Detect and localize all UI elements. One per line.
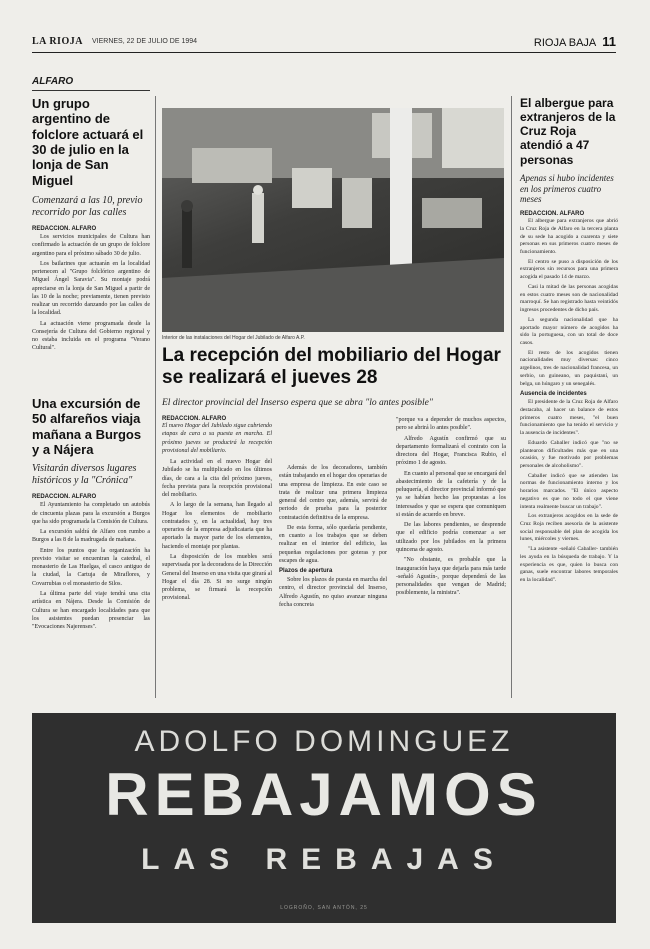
article-body	[279, 464, 387, 565]
paragraph: El centro se puso a disposición de los extranjeros sin recursos para una primera acogida el pasado 14 de marzo.	[520, 258, 618, 281]
left-article-2	[32, 396, 150, 633]
paragraph: El presidente de la Cruz Roja de Alfaro destacaba, al hacer un balance de estos primeros cuatro meses, "el buen funcionamiento que ha tenido el servicio y la ausencia de incidentes".	[520, 399, 618, 437]
paragraph: La disposición de los muebles será supervisada por la decoradora de la Dirección General del Inserso en una visita que girará al Hogar el día 28. Si no surge ningún problema, se firmará la recepción provisional.	[162, 553, 272, 602]
article-title: Un grupo argentino de folclore actuará el 30 de julio en la lonja de San Miguel	[32, 96, 144, 188]
column-rule-left	[155, 96, 156, 698]
city-label: ALFARO	[32, 76, 74, 87]
article-body	[396, 416, 506, 598]
ad-address: LOGROÑO, SAN ANTÓN, 25	[280, 905, 368, 911]
main-article-title: La recepción del mobiliario del Hogar se realizará el jueves 28	[162, 345, 501, 388]
article-lead: El nuevo Hogar del Jubilado sigue cubriendo etapas de cara a su puesta en marcha. El próximo jueves se producirá la recepción provisional del mobiliario.	[162, 423, 272, 454]
right-article	[520, 96, 618, 587]
paragraph: Los bailarines que actuarán en la localidad pertenecen al "Grupo folclórico argentino de Miguel Ángel Saravia". Su montaje podrá apreciarse en la lonja de San Miguel a partir de las 10 de la noche; previamente, tienen previsto realizar un recorrido danzando por las calles de la localidad.	[32, 260, 150, 317]
paragraph: "La asistente -señaló Caballer- también les ayuda en la búsqueda de trabajo. Y la experiencia es que, quien lo busca con ganas, suele encontrar labores temporales en la localidad".	[520, 546, 618, 584]
paragraph: Los extranjeros acogidos en la sede de Cruz Roja reciben asesoría de la asistente social responsable del plan de acogida los lunes, miércoles y viernes.	[520, 513, 618, 543]
article-body	[32, 233, 150, 353]
main-article-deck: El director provincial del Inserso espera que se abra "lo antes posible"	[162, 398, 433, 408]
article-title: El albergue para extranjeros de la Cruz Roja atendió a 47 personas	[520, 96, 616, 167]
page-number: 11	[602, 34, 616, 49]
newspaper-brand: LA RIOJA	[32, 36, 83, 47]
paragraph: "No obstante, es probable que la inauguración haya que dejarla para más tarde -señaló Agustín-, porque dependerá de las personalidades que vengan de Madrid; posiblemente, la ministra".	[396, 557, 506, 597]
article-body	[279, 576, 387, 609]
paragraph: El albergue para extranjeros que abrió la Cruz Roja de Alfaro en la tercera planta de su sede ha acogido a cuarenta y siete personas en sus primeros cuatro meses de funcionamiento.	[520, 218, 618, 256]
paragraph: Eduardo Caballer indicó que "no se plantearon dificultades más que en una ocasión, y fue motivado por problemas personales de alcoholismo".	[520, 439, 618, 470]
ad-headline: REBAJAMOS	[105, 761, 543, 828]
section-name: RIOJA BAJA	[533, 37, 597, 49]
article-body	[520, 218, 618, 388]
article-deck: Apenas si hubo incidentes en los primeros cuatro meses	[520, 172, 614, 205]
paragraph: La última parte del viaje tendrá una cita artística en Nájera. Desde la Comisión de Cultura se han encargado localidades para que los asistentes puedan presenciar las "Evocaciones Najerenses".	[32, 590, 150, 631]
paragraph: De esta forma, sólo quedaría pendiente, en cuanto a los trabajos que se deben realizar en el interior del edificio, las pequeñas regulaciones por goteras y por escapes de agua.	[279, 524, 387, 564]
paragraph: La segunda nacionalidad que ha aportado mayor número de acogidos ha sido la portuguesa, con un total de doce casos.	[520, 316, 618, 346]
paragraph: A lo largo de la semana, han llegado al Hogar los elementos de mobiliario contratados y, en la actualidad, hay tres operarios de la empresa adjudicataria que ha aportado la mayor parte de los elementos, haciendo el montaje por plantas.	[162, 502, 272, 550]
paragraph: Alfredo Agustín confirmó que su departamento formalizará el contrato con la directora del Hogar, Francisca Rubio, el próximo 1 de agosto.	[396, 435, 506, 467]
ad-brand-name: ADOLFO DOMINGUEZ	[134, 725, 514, 758]
paragraph: El Ayuntamiento ha completado un autobús de cincuenta plazas para la excursión a Burgos que ha sido programada la Comisión de Cultura.	[32, 502, 150, 525]
paragraph: En cuanto al personal que se encargará del abastecimiento de la cafetería y de la peluquería, el director provincial informó que ya se habían hecho las propuestas a los interesados y que se espera que comuniquen si están de acuerdo en breve.	[396, 470, 507, 518]
paragraph: Además de los decoradores, también están trabajando en el hogar dos operarias de una empresa de limpieza. En este caso se trata de realizar una primera limpieza general del centro que, además, servirá de periodo de prueba para la posterior contratación definitiva de la empresa.	[279, 465, 387, 521]
paragraph: "porque va a depender de muchos aspectos, pero se abrirá lo antes posible".	[396, 417, 506, 432]
advertisement	[32, 713, 616, 923]
section-header	[534, 34, 616, 49]
main-article-col2	[279, 464, 387, 611]
ad-subheadline: LAS REBAJAS	[141, 843, 507, 876]
article-byline: REDACCION. ALFARO	[32, 494, 97, 501]
article-deck: Visitarán diversos lugares históricos y la "Crónica"	[32, 463, 137, 487]
article-title: Una excursión de 50 alfareños viaja mañana a Burgos y a Nájera	[32, 396, 142, 457]
article-body	[162, 458, 272, 603]
article-byline: REDACCION. ALFARO	[162, 416, 227, 422]
paragraph: Los servicios municipales de Cultura han confirmado la actuación de un grupo de folclore argentino para el próximo sábado 30 de julio.	[32, 233, 150, 257]
paragraph: El resto de los acogidos tienen nacionalidades muy diversas: cinco argelinos, tres de nacionalidad francesa, un serbio, un guineano, un paquistaní, un belga, un húngaro y un senegalés.	[520, 349, 618, 387]
paragraph: Entre los puntos que la organización ha previsto visitar se encuentran la catedral, el monasterio de Las Huelgas, el casco antiguo de la ciudad, la Cartuja de Miraflores, y Covarrubias o el monasterio de Silos.	[32, 547, 150, 587]
subheading: Ausencia de incidentes	[520, 391, 587, 398]
issue-date: VIERNES, 22 DE JULIO DE 1994	[92, 38, 198, 45]
main-article-col3	[396, 416, 506, 600]
article-byline: REDACCION. ALFARO	[520, 211, 585, 218]
paragraph: La actuación viene programada desde la Consejería de Cultura del Gobierno regional y no estaba incluida en el programa "Verano Cultural".	[32, 320, 150, 352]
paragraph: De las labores pendientes, se desprende que el edificio podría comenzar a ser utilizado por los jubilados en la primera quincena de agosto.	[396, 522, 506, 553]
paragraph: Caballer indicó que se atienden las normas de funcionamiento interno y los horarios marcados. "El único aspecto negativo es que no todo el que viene intenta realmente buscar un trabajo".	[520, 472, 618, 510]
news-photo	[162, 108, 504, 332]
paragraph: Casi la mitad de las personas acogidas en estos cuatro meses son de nacionalidad marroquí. Se han registrado hasta veintidós ingresos procedentes de dicho país.	[520, 283, 618, 314]
photo-illustration	[162, 108, 504, 332]
paragraph: La actividad en el nuevo Hogar del Jubilado se ha multiplicado en los últimos días, de cara a la cita del próximo jueves, fecha prevista para la recepción provisional del mobiliario.	[162, 459, 272, 499]
main-article-col1	[162, 416, 272, 605]
page-header	[32, 36, 616, 53]
city-rule	[32, 90, 150, 91]
article-byline: REDACCION. ALFARO	[32, 225, 97, 232]
left-article-1	[32, 96, 150, 355]
article-deck: Comenzará a las 10, previo recorrido por las calles	[32, 194, 143, 218]
column-rule-right	[511, 96, 512, 698]
article-body	[32, 501, 150, 631]
subheading: Plazos de apertura	[279, 568, 333, 575]
paragraph: Sobre los plazos de puesta en marcha del centro, el director provincial del Inserso, Alfredo Agustín, no quiso avanzar ninguna fecha concreta	[279, 577, 387, 608]
article-body	[520, 399, 618, 585]
photo-caption: Interior de las instalaciones del Hogar del Jubilado de Alfaro A.P.	[162, 335, 305, 341]
paragraph: La excursión saldrá de Alfaro con rumbo a Burgos a las 8 de la madrugada de mañana.	[32, 529, 150, 544]
